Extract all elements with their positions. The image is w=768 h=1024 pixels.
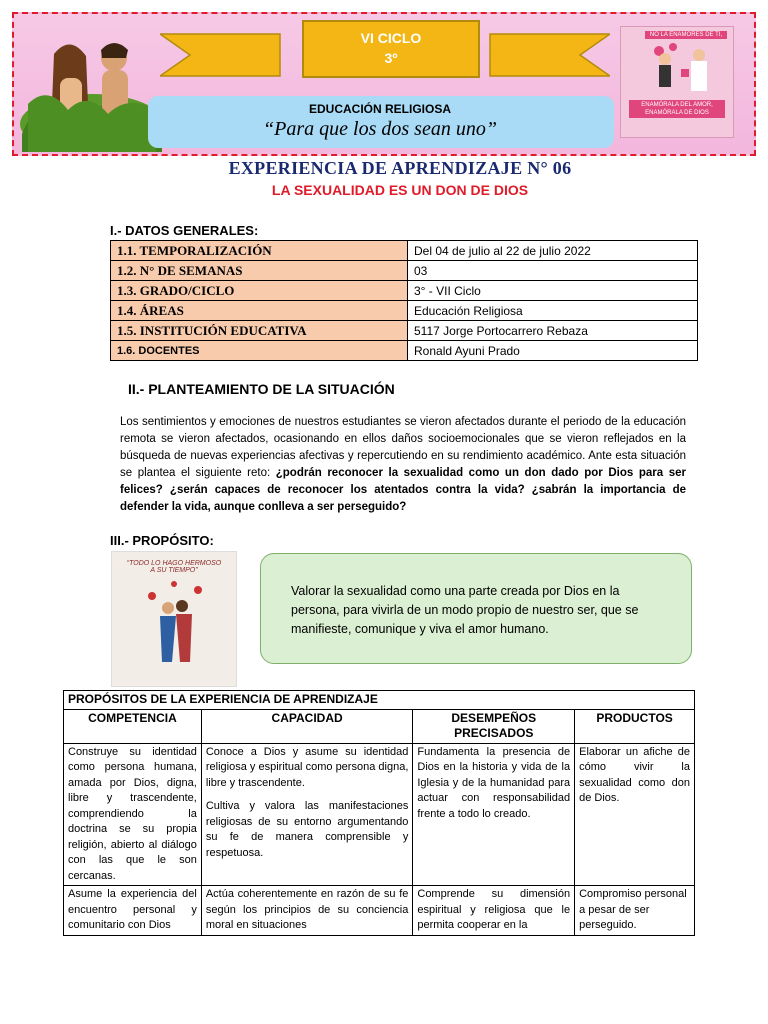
row-label: 1.4. ÁREAS [111,301,408,321]
subject-label: EDUCACIÓN RELIGIOSA [308,102,451,116]
table-caption: PROPÓSITOS DE LA EXPERIENCIA DE APRENDIZAJE [64,691,695,710]
table-row [111,341,698,361]
row-value: 5117 Jorge Portocarrero Rebaza [408,321,698,341]
row-value: 03 [408,261,698,281]
table-row [64,886,695,936]
purpose-heading: III.- PROPÓSITO: [110,533,214,548]
couple-illustration [18,14,166,152]
situation-challenge: ¿podrán reconocer la sexualidad como un don dado por Dios para ser felices? ¿serán capaces de reconocer los atentados contra la vida? ¿sabrán la importancia de defender la vida, aunque conlleva a ser perseguido? [120,467,686,513]
cell-desempenos: Fundamenta la presencia de Dios en la historia y vida de la Iglesia y de la humanidad para actuar con responsabilidad frente a todo lo creado. [413,743,575,886]
purposes-table [63,690,695,936]
couple-umbrella-icon [112,574,236,674]
poster-bottom-text-2: ENAMÓRALA DE DIOS [645,110,709,116]
row-label: 1.5. INSTITUCIÓN EDUCATIVA [111,321,408,341]
general-heading: I.- DATOS GENERALES: [110,223,259,238]
row-label: 1.3. GRADO/CICLO [111,281,408,301]
purpose-box [260,553,692,664]
table-row [111,261,698,281]
cell-desempenos: Comprende su dimensión espiritual y religiosa que le permita cooperar en la [413,886,575,936]
header-desempenos: DESEMPEÑOS PRECISADOS [413,709,575,743]
table-header-row [64,709,695,743]
situation-heading: II.- PLANTEAMIENTO DE LA SITUACIÓN [128,381,395,397]
row-value: Educación Religiosa [408,301,698,321]
row-label: 1.1. TEMPORALIZACIÓN [111,241,408,261]
capacidad-item: Conoce a Dios y asume su identidad religiosa y espiritual como persona digna, libre y trascendente. [205,745,409,789]
table-row [64,743,695,886]
header-capacidad: CAPACIDAD [201,709,413,743]
cell-competencia: Construye su identidad como persona humana, amada por Dios, digna, libre y trascendente, comprendiendo la doctrina se su propia religión, abierto al diálogo con las que le son cercanas. [64,743,202,886]
purpose-poster-image [111,551,237,687]
love-poster-image [620,26,734,138]
situation-paragraph [120,414,686,516]
table-row [111,241,698,261]
header-productos: PRODUCTOS [575,709,695,743]
cycle-label: VI CICLO [360,30,422,46]
situation-text: Los sentimientos y emociones de nuestros estudiantes se vieron afectados durante el periodo de la educación remota se vieron afectados, ocasionando en ellos daños socioemocionales que se vieron reflejados en la búsqueda de nuevas experiencias afectivas y repercutiendo en su rendimiento académico. Ante esta situación se plantea el siguiente reto: [120,416,686,479]
poster-quote: “TODO LO HAGO HERMOSO A SU TIEMPO” [126,560,222,574]
cell-capacidad: Actúa coherentemente en razón de su fe según los principios de su conciencia moral en situaciones [201,886,413,936]
cell-capacidad [201,743,413,886]
row-value: Ronald Ayuni Prado [408,341,698,361]
cell-productos: Elaborar un afiche de cómo vivir la sexualidad como don de Dios. [575,743,695,886]
document-title: EXPERIENCIA DE APRENDIZAJE N° 06 [228,158,572,178]
cell-productos: Compromiso personal a pesar de ser perseguido. [575,886,695,936]
header-competencia: COMPETENCIA [64,709,202,743]
row-value: 3° - VII Ciclo [408,281,698,301]
cycle-badge [302,20,480,78]
poster-top-text: NO LA ENAMORES DE TI, [645,31,727,39]
row-value: Del 04 de julio al 22 de julio 2022 [408,241,698,261]
general-data-table [110,240,698,361]
grade-label: 3º [384,50,398,66]
table-row [111,321,698,341]
capacidad-item: Cultiva y valora las manifestaciones religiosas de su entorno argumentando su fe de manera comprensible y respetuosa. [205,800,409,859]
motto-text: “Para que los dos sean uno” [263,118,497,140]
table-row [111,301,698,321]
purpose-text: Valorar la sexualidad como una parte creada por Dios en la persona, para vivirla de un modo propio de nuestro ser, que se manifieste, comunique y viva el amor humano. [291,584,639,636]
cell-competencia: Asume la experiencia del encuentro personal y comunitario con Dios [64,886,202,936]
table-caption-row [64,691,695,710]
table-row [111,281,698,301]
couple-jesus-icon [621,39,733,95]
row-label: 1.2. N° DE SEMANAS [111,261,408,281]
poster-bottom-text-1: ENAMÓRALA DEL AMOR, [641,102,713,108]
document-subtitle: LA SEXUALIDAD ES UN DON DE DIOS [271,182,529,198]
row-label: 1.6. DOCENTES [111,341,408,361]
